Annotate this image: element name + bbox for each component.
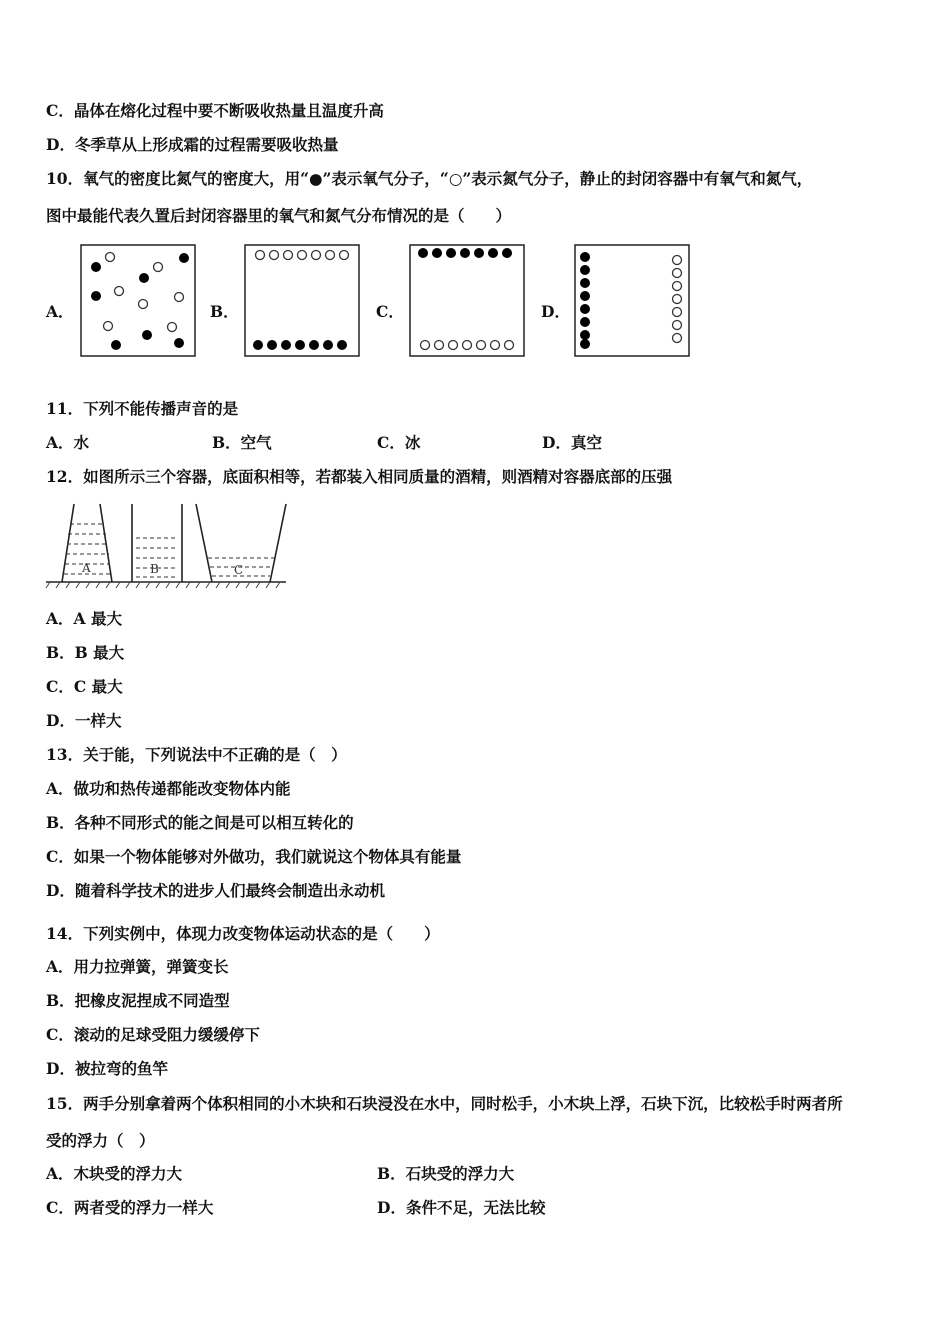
q12-container-c — [196, 504, 286, 582]
q12-containers-figure — [46, 500, 290, 592]
q14-option-c: C．滚动的足球受阻力缓缓停下 — [46, 1025, 260, 1044]
q13-option-c: C．如果一个物体能够对外做功，我们就说这个物体具有能量 — [46, 847, 462, 866]
q10-label-a: A． — [46, 302, 74, 321]
q13-option-b: B．各种不同形式的能之间是可以相互转化的 — [46, 813, 354, 832]
q15-option-c: C．两者受的浮力一样大 — [46, 1198, 214, 1217]
q15-stem-line1: 15．两手分别拿着两个体积相同的小木块和石块浸没在水中，同时松手，小木块上浮，石块下沉，比较松手时两者所 — [46, 1094, 843, 1113]
q14-stem: 14．下列实例中，体现力改变物体运动状态的是（ ） — [46, 924, 440, 943]
q15-stem-line2: 受的浮力（ ） — [46, 1131, 155, 1150]
q10-box-c — [409, 244, 525, 357]
q15-option-b: B．石块受的浮力大 — [377, 1164, 515, 1183]
q10-label-d: D． — [541, 302, 570, 321]
q10-box-b — [244, 244, 360, 357]
q15-option-d: D．条件不足，无法比较 — [377, 1198, 546, 1217]
q10-stem-line1: 10．氧气的密度比氮气的密度大，用“●”表示氧气分子，“○”表示氮气分子，静止的封闭容器中有氧气和氮气， — [46, 169, 813, 188]
q13-stem: 13．关于能，下列说法中不正确的是（ ） — [46, 745, 347, 764]
q12-option-d: D．一样大 — [46, 711, 122, 730]
q14-option-b: B．把橡皮泥捏成不同造型 — [46, 991, 230, 1010]
q12-option-c: C．C 最大 — [46, 677, 123, 696]
q12-option-b: B．B 最大 — [46, 643, 125, 662]
q12-container-a-label: A — [82, 561, 91, 575]
q14-option-d: D．被拉弯的鱼竿 — [46, 1059, 168, 1078]
q10-label-c: C． — [376, 302, 404, 321]
q11-option-a: A．水 — [46, 433, 90, 452]
q12-stem: 12．如图所示三个容器，底面积相等，若都装入相同质量的酒精，则酒精对容器底部的压强 — [46, 467, 673, 486]
q12-ground-hatch — [46, 582, 280, 588]
q10-stem-line2: 图中最能代表久置后封闭容器里的氧气和氮气分布情况的是（ ） — [46, 206, 512, 225]
q11-option-b: B．空气 — [212, 433, 272, 452]
q13-option-d: D．随着科学技术的进步人们最终会制造出永动机 — [46, 881, 385, 900]
q12-container-b — [132, 504, 182, 582]
q12-container-a — [62, 504, 112, 582]
q12-container-b-label: B — [150, 562, 159, 576]
q11-option-c: C．冰 — [377, 433, 421, 452]
q15-option-a: A．木块受的浮力大 — [46, 1164, 183, 1183]
q11-stem: 11．下列不能传播声音的是 — [46, 399, 239, 418]
q12-option-a: A．A 最大 — [46, 609, 122, 628]
q10-label-b: B． — [210, 302, 239, 321]
q12-container-c-label: C — [234, 563, 244, 577]
q10-box-a — [80, 244, 196, 357]
q13-option-a: A．做功和热传递都能改变物体内能 — [46, 779, 291, 798]
q9-option-c: C．晶体在熔化过程中要不断吸收热量且温度升高 — [46, 101, 384, 120]
q14-option-a: A．用力拉弹簧，弹簧变长 — [46, 957, 229, 976]
q11-option-d: D．真空 — [542, 433, 602, 452]
q10-box-d — [574, 244, 690, 357]
q9-option-d: D．冬季草从上形成霜的过程需要吸收热量 — [46, 135, 339, 154]
